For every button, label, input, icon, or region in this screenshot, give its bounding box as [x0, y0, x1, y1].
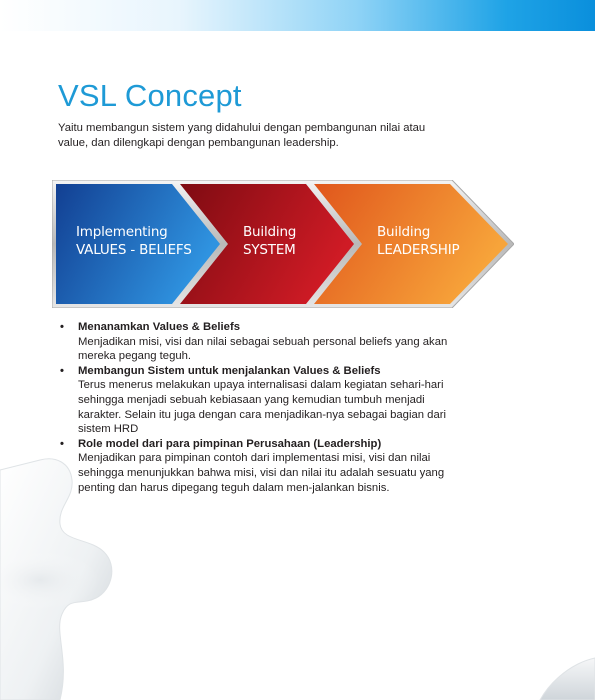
bullet-body: Menjadikan para pimpinan contoh dari implementasi misi, visi dan nilai sehingga menunjukkan bahwa misi, visi dan nilai itu adalah sesuatu yang penting dan harus dipegang teguh dalam men-jalankan bisnis. — [78, 452, 445, 494]
chevron-label-leadership — [377, 223, 459, 259]
chevron-leadership-line1: Building — [377, 224, 431, 240]
chevron-system-line1: Building — [243, 224, 297, 240]
list-item — [58, 320, 448, 364]
bullet-heading: Membangun Sistem untuk menjalankan Values & Beliefs — [78, 364, 381, 377]
right-puzzle-piece — [540, 658, 595, 700]
bullet-dot: • — [60, 321, 64, 333]
intro-paragraph: Yaitu membangun sistem yang didahului dengan pembangunan nilai atau value, dan dilengkapi dengan pembangunan leadership. — [58, 122, 426, 149]
bullet-heading: Menanamkan Values & Beliefs — [78, 321, 240, 333]
chevron-leadership-line2: LEADERSHIP — [377, 242, 460, 258]
chevron-values-line1: Implementing — [76, 224, 168, 240]
process-chevrons — [52, 180, 514, 308]
chevron-label-values — [76, 223, 192, 259]
chevron-values-line2: VALUES - BELIEFS — [76, 242, 192, 258]
bullet-dot: • — [60, 437, 64, 450]
page-title: VSL Concept — [58, 78, 242, 113]
header-band — [0, 0, 595, 31]
bullet-body: Terus menerus melakukan upaya internalisasi dalam kegiatan sehari-hari sehingga menjadi sebuah kebiasaan yang kemudian tumbuh menjadi karakter. Selain itu juga dengan cara menjadikan-nya sebagai bagian dari sistem HRD — [78, 379, 447, 436]
chevron-label-system — [243, 223, 296, 259]
bullet-body: Menjadikan misi, visi dan nilai sebagai sebuah personal beliefs yang akan mereka pegang teguh. — [78, 335, 448, 363]
bullet-heading: Role model dari para pimpinan Perusahaan (Leadership) — [78, 437, 382, 450]
bullet-dot: • — [60, 364, 64, 377]
puzzle-pieces-image — [0, 420, 595, 700]
chevron-system-line2: SYSTEM — [243, 242, 296, 258]
